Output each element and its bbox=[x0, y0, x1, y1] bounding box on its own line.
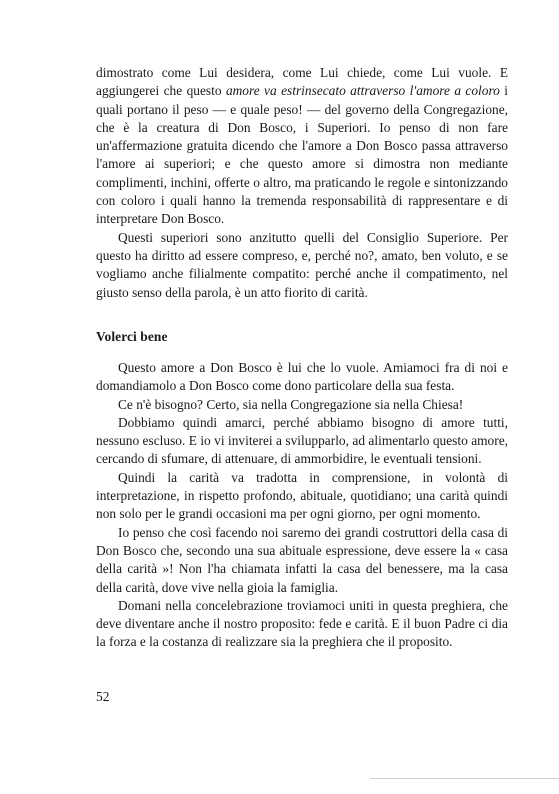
scan-edge-line bbox=[370, 778, 559, 779]
paragraph: Quindi la carità va tradotta in comprensione, in volontà di interpretazione, in rispetto profondo, abituale, quotidiano; una carità quindi non solo per le grandi occasioni ma per ogni giorno, per ogni momento. bbox=[96, 469, 508, 522]
italic-phrase: amore va estrinsecato attraverso l'amore a coloro bbox=[225, 83, 500, 99]
section-heading: Volerci bene bbox=[96, 329, 168, 344]
paragraph: Ce n'è bisogno? Certo, sia nella Congregazione sia nella Chiesa! bbox=[118, 396, 464, 412]
paragraph: Dobbiamo quindi amarci, perché abbiamo bisogno di amore tutti, nessuno escluso. E io vi inviterei a svilupparlo, ad alimentarlo questo amore, cercando di sfumare, di attenuare, di ammorbidire, le eventuali tensioni. bbox=[96, 414, 508, 467]
body-text-top bbox=[96, 64, 508, 302]
paragraph: Questi superiori sono anzitutto quelli del Consiglio Superiore. Per questo ha diritto ad essere compreso, e, perché no?, amato, ben voluto, e se vogliamo anche filialmente compatito: perché anche il compatimento, nel giusto senso della parola, è un atto fiorito di carità. bbox=[96, 229, 508, 300]
paragraph: Questo amore a Don Bosco è lui che lo vuole. Amiamoci fra di noi e domandiamolo a Don Bosco come dono particolare della sua festa. bbox=[96, 360, 508, 394]
text-run: i quali portano il peso — e quale peso! — del governo della Congregazione, che è la creatura di Don Bosco, i Superiori. Io penso di non fare un'affermazione gratuita dicendo che l'amore a Don Bosco passa attraverso l'amore ai superiori; e che questo amore si dimostra non mediante complimenti, inchini, offerte o altro, ma praticando le regole e sintonizzando con coloro i quali hanno la tremenda responsabilità di rappresentare e di interpretare Don Bosco. bbox=[96, 83, 508, 227]
paragraph: Domani nella concelebrazione troviamoci uniti in questa preghiera, che deve diventare anche il nostro proposito: fede e carità. E il buon Padre ci dia la forza e la costanza di realizzare sia la preghiera che il proposito. bbox=[96, 597, 508, 650]
paragraph-continuation bbox=[96, 64, 508, 229]
body-text-bottom bbox=[96, 359, 508, 652]
text-run: dimostrato come Lui desidera, come Lui chiede, come Lui vuole. E aggiungerei che questo bbox=[96, 65, 508, 99]
page-number: 52 bbox=[96, 689, 110, 704]
paragraph: Io penso che così facendo noi saremo dei grandi costruttori della casa di Don Bosco che, secondo una sua abituale espressione, deve essere la « casa della carità »! Non l'ha chiamata infatti la casa del benessere, ma la casa della carità, dove vive nella gioia la famiglia. bbox=[96, 524, 508, 595]
